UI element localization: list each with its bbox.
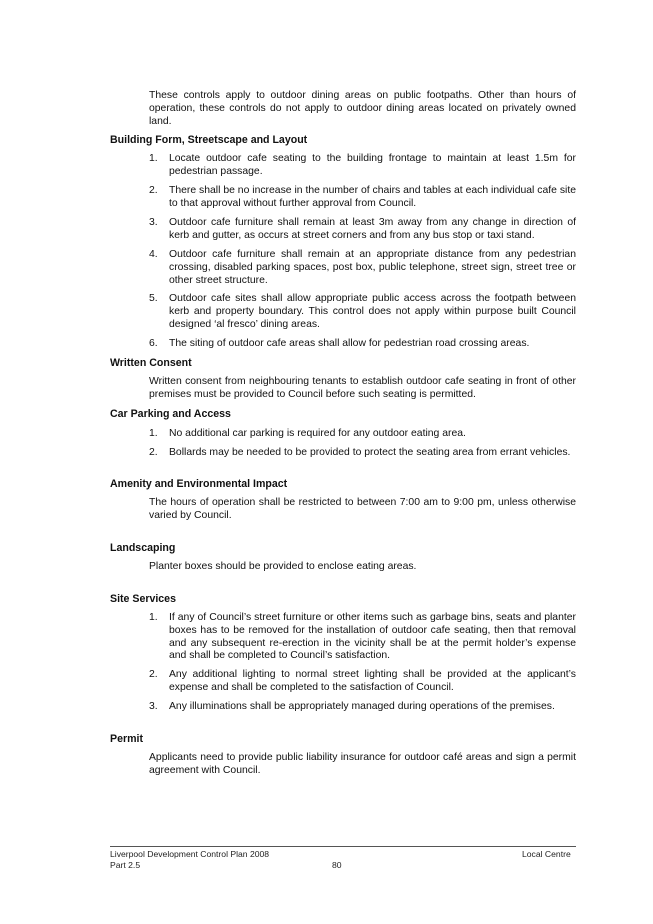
list-number: 3.: [149, 217, 158, 228]
heading-building-form: Building Form, Streetscape and Layout: [110, 134, 308, 146]
list-text: There shall be no increase in the number of chairs and tables at each individual cafe site to that approval without further approval from Council.: [169, 185, 576, 209]
landscaping-paragraph: Planter boxes should be provided to enclose eating areas.: [149, 561, 417, 572]
list-item: [149, 249, 576, 287]
list-text: Any additional lighting to normal street lighting shall be provided at the applicant’s expense and shall be completed to the satisfaction of Council.: [169, 669, 576, 693]
list-item: [149, 612, 576, 663]
list-number: 2.: [149, 669, 158, 680]
list-number: 1.: [149, 612, 158, 623]
list-text: If any of Council’s street furniture or other items such as garbage bins, seats and planter boxes has to be removed for the installation of outdoor cafe seating, then that removal and any subsequent re-erection in the vicinity shall be at the permit holder’s expense and shall be completed to Council’s satisfaction.: [169, 612, 576, 662]
list-number: 3.: [149, 701, 158, 712]
list-item: [149, 338, 576, 351]
heading-site-services: Site Services: [110, 593, 176, 605]
list-text: The siting of outdoor cafe areas shall allow for pedestrian road crossing areas.: [169, 338, 530, 349]
list-number: 1.: [149, 428, 158, 439]
heading-written-consent: Written Consent: [110, 357, 192, 369]
footer-section: Local Centre: [522, 849, 571, 859]
list-text: Any illuminations shall be appropriately managed during operations of the premises.: [169, 701, 555, 712]
list-text: Outdoor cafe sites shall allow appropriate public access across the footpath between kerb and property boundary. This control does not apply within purpose built Council designed ‘al fresco’ dining areas.: [169, 293, 576, 330]
list-item: [149, 217, 576, 243]
list-text: No additional car parking is required for any outdoor eating area.: [169, 428, 466, 439]
list-number: 6.: [149, 338, 158, 349]
written-consent-paragraph: Written consent from neighbouring tenants to establish outdoor cafe seating in front of other premises must be provided to Council before such seating is permitted.: [149, 376, 576, 400]
heading-landscaping: Landscaping: [110, 542, 176, 554]
list-number: 2.: [149, 185, 158, 196]
footer-doc-title: Liverpool Development Control Plan 2008: [110, 849, 270, 859]
heading-amenity: Amenity and Environmental Impact: [110, 478, 288, 490]
permit-paragraph: Applicants need to provide public liability insurance for outdoor café areas and sign a permit agreement with Council.: [149, 752, 576, 776]
list-item: [149, 153, 576, 179]
footer-divider: [110, 846, 576, 847]
list-item: [149, 701, 576, 714]
list-item: [149, 669, 576, 695]
heading-car-parking: Car Parking and Access: [110, 408, 231, 420]
list-number: 5.: [149, 293, 158, 304]
list-text: Bollards may be needed to be provided to protect the seating area from errant vehicles.: [169, 447, 571, 458]
list-text: Locate outdoor cafe seating to the building frontage to maintain at least 1.5m for pedestrian passage.: [169, 153, 576, 177]
list-number: 1.: [149, 153, 158, 164]
footer-part: Part 2.5: [110, 860, 141, 870]
list-item: [149, 428, 576, 441]
list-number: 2.: [149, 447, 158, 458]
list-item: [149, 447, 576, 460]
list-text: Outdoor cafe furniture shall remain at an appropriate distance from any pedestrian crossing, disabled parking spaces, post box, public telephone, street sign, street tree or other street structure.: [169, 249, 576, 286]
page-number: 80: [332, 860, 342, 870]
list-number: 4.: [149, 249, 158, 260]
list-item: [149, 185, 576, 211]
list-item: [149, 293, 576, 331]
amenity-paragraph: The hours of operation shall be restricted to between 7:00 am to 9:00 pm, unless otherwise varied by Council.: [149, 497, 576, 521]
heading-permit: Permit: [110, 733, 143, 745]
list-text: Outdoor cafe furniture shall remain at least 3m away from any change in direction of kerb and gutter, as occurs at street corners and from any bus stop or taxi stand.: [169, 217, 576, 241]
intro-paragraph: These controls apply to outdoor dining areas on public footpaths. Other than hours of operation, these controls do not apply to outdoor dining areas located on privately owned land.: [149, 90, 576, 127]
